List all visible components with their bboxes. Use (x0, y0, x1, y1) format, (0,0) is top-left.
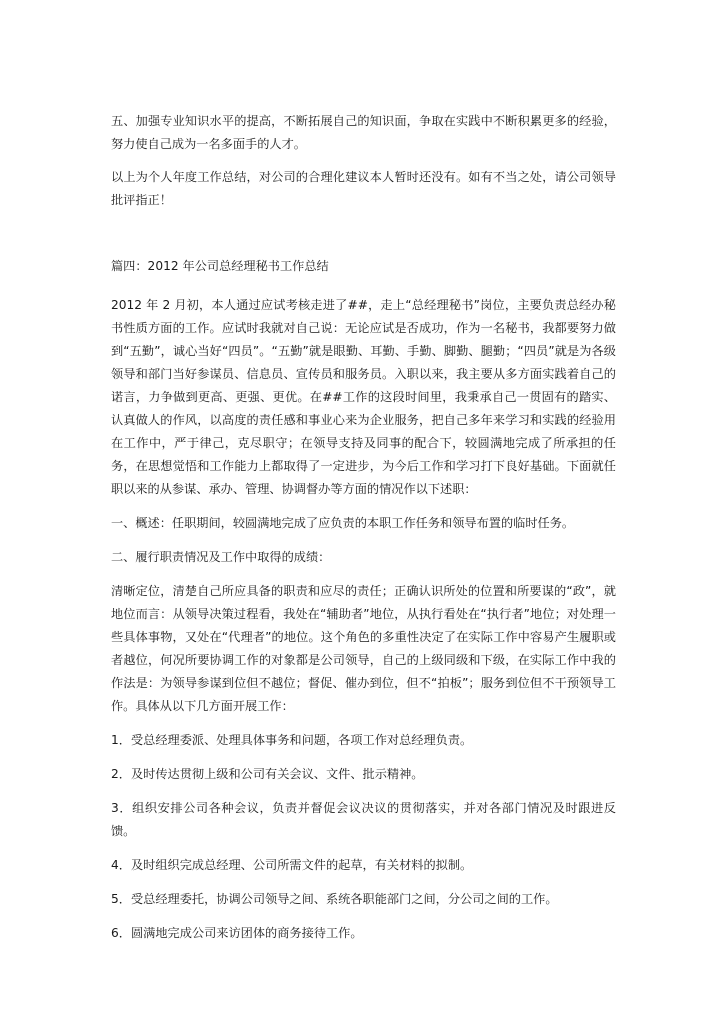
list-item-4: 4．及时组织完成总经理、公司所需文件的起草，有关材料的拟制。 (111, 858, 473, 872)
article-heading: 篇四：2012 年公司总经理秘书工作总结 (111, 259, 329, 273)
overview-paragraph: 一、概述：任职期间，较圆满地完成了应负责的本职工作任务和领导布置的临时任务。 (111, 516, 575, 530)
positioning-paragraph: 清晰定位，清楚自己所应具备的职责和应尽的责任；正确认识所处的位置和所要谋的“政”，就地位而言：从领导决策过程看，我处在“辅助者”地位，从执行看处在“执行者”地位；对处理一些具体事物，又处在“代理者”的地位。这个角色的多重性决定了在实际工作中容易产生履职或者越位，何况所要协调工作的对象都是公司领导，自己的上级同级和下级，在实际工作中我的作法是：为领导参谋到位但不越位；督促、催办到位，但不“拍板”；服务到位但不干预领导工作。具体从以下几方面开展工作： (111, 584, 616, 713)
section-five-paragraph: 五、加强专业知识水平的提高，不断拓展自己的知识面，争取在实践中不断积累更多的经验，努力使自己成为一名多面手的人才。 (111, 114, 616, 151)
list-item-3: 3．组织安排公司各种会议，负责并督促会议决议的贯彻落实，并对各部门情况及时跟进反馈。 (111, 801, 616, 838)
duties-heading: 二、履行职责情况及工作中取得的成绩： (111, 550, 331, 564)
list-item-5: 5．受总经理委托，协调公司领导之间、系统各职能部门之间，分公司之间的工作。 (111, 892, 558, 906)
list-item-2: 2．及时传达贯彻上级和公司有关会议、文件、批示精神。 (111, 767, 424, 781)
intro-paragraph: 2012 年 2 月初，本人通过应试考核走进了##，走上“总经理秘书”岗位，主要负责总经办秘书性质方面的工作。应试时我就对自己说：无论应试是否成功，作为一名秘书，我都要努力做到“五勤”，诚心当好“四员”。“五勤”就是眼勤、耳勤、手勤、脚勤、腿勤；“四员”就是为各级领导和部门当好参谋员、信息员、宣传员和服务员。入职以来，我主要从多方面实践着自己的诺言，力争做到更高、更强、更优。在##工作的这段时间里，我秉承自己一贯固有的踏实、认真做人的作风，以高度的责任感和事业心来为企业服务，把自己多年来学习和实践的经验用在工作中，严于律己，克尽职守；在领导支持及同事的配合下，较圆满地完成了所承担的任务，在思想觉悟和工作能力上都取得了一定进步，为今后工作和学习打下良好基础。下面就任职以来的从参谋、承办、管理、协调督办等方面的情况作以下述职： (111, 298, 616, 496)
closing-paragraph: 以上为个人年度工作总结，对公司的合理化建议本人暂时还没有。如有不当之处，请公司领导批评指正！ (111, 170, 616, 207)
document-page (111, 110, 616, 945)
list-item-6: 6．圆满地完成公司来访团体的商务接待工作。 (111, 926, 363, 940)
list-item-1: 1．受总经理委派、处理具体事务和问题，各项工作对总经理负责。 (111, 733, 473, 747)
